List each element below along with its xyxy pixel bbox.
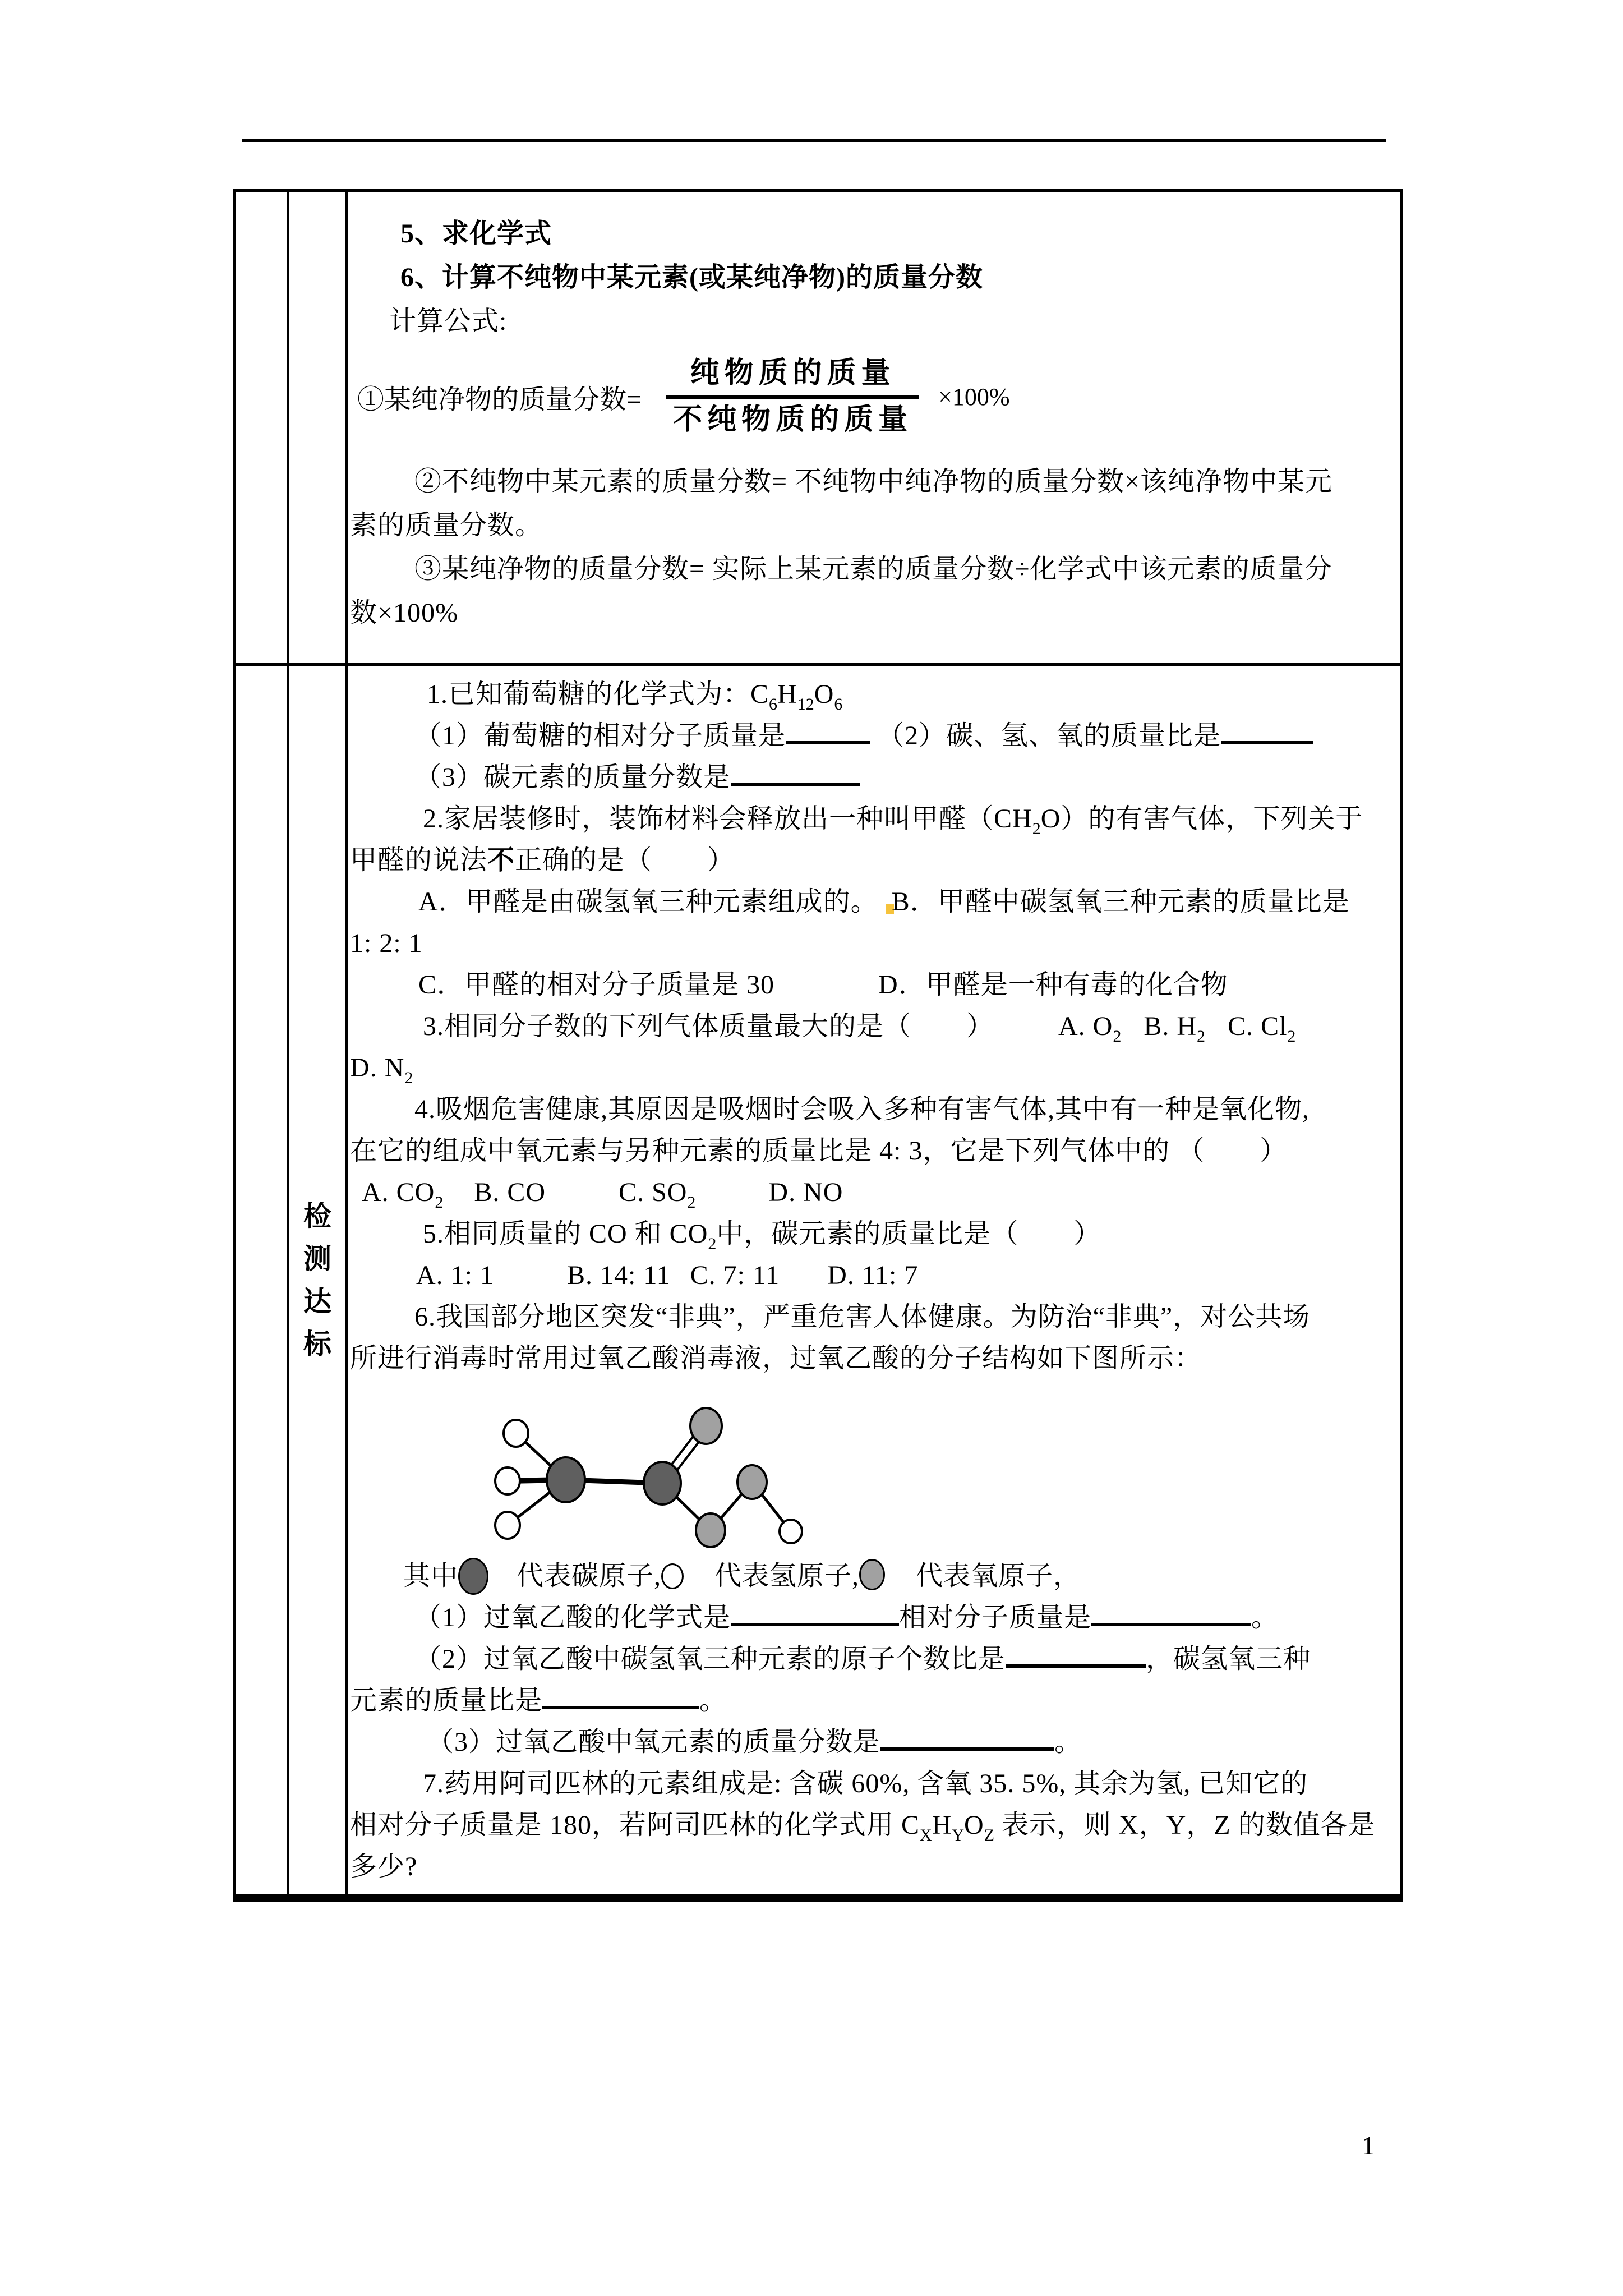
oxygen-atom <box>696 1513 725 1547</box>
exercise-line <box>348 1089 1400 1130</box>
subscript: X <box>920 1826 932 1844</box>
formula-3-line-1: ③某纯净物的质量分数= 实际上某元素的质量分数÷化学式中该元素的质量分 <box>414 554 1332 584</box>
hydrogen-atom <box>780 1520 802 1543</box>
exercise-line <box>348 1006 1400 1047</box>
text: 2.家居装修时，装饰材料会释放出一种叫甲醛（CH <box>423 804 1032 834</box>
text: O）的有害气体，下列关于 <box>1040 804 1363 834</box>
formula-3-line-2: 数×100% <box>350 598 459 628</box>
exercise-line <box>348 1722 1400 1763</box>
formula-lhs: ①某纯净物的质量分数= <box>357 384 642 415</box>
text: A. CO <box>362 1177 435 1207</box>
exercise-line <box>348 1639 1400 1680</box>
text: （3）过氧乙酸中氧元素的质量分数是 <box>427 1727 881 1757</box>
exercise-line <box>348 1296 1400 1338</box>
text: （1）葡萄糖的相对分子质量是 <box>414 721 786 751</box>
text: H <box>932 1810 952 1840</box>
text: B. H <box>1144 1011 1197 1041</box>
blank-underline <box>542 1703 699 1709</box>
formula-2-line-1: ②不纯物中某元素的质量分数= 不纯物中纯净物的质量分数×该纯净物中某元 <box>414 467 1333 496</box>
text: C. 7: 11 <box>690 1260 780 1290</box>
text: D. NO <box>768 1177 843 1207</box>
blank-underline <box>880 1745 1054 1751</box>
exercise-line <box>348 1556 1400 1597</box>
blank-underline <box>1006 1662 1146 1668</box>
text: 所进行消毒时常用过氧乙酸消毒液，过氧乙酸的分子结构如下图所示： <box>350 1343 1202 1373</box>
exercise-line <box>348 1047 1400 1089</box>
text: （2）碳、氢、氧的质量比是 <box>870 721 1221 751</box>
text: C. Cl <box>1228 1011 1288 1041</box>
oxygen-atom-icon <box>859 1559 885 1590</box>
exercise-line <box>348 1846 1400 1888</box>
carbon-atom <box>644 1462 681 1504</box>
fraction-denominator: 不纯物质的质量 <box>666 395 919 437</box>
exercise-line <box>348 674 1400 715</box>
text: 代表氢原子, <box>714 1561 860 1591</box>
molecule-diagram <box>477 1384 1400 1553</box>
table-cell-empty-r2c1 <box>236 666 289 1894</box>
section-label-jiance-dabiao <box>289 666 348 1894</box>
text: 多少? <box>350 1852 418 1881</box>
exercise-line <box>348 923 1400 964</box>
subscript: 2 <box>1197 1027 1206 1046</box>
exercises-cell <box>348 666 1400 1894</box>
section-label-char: 检 <box>303 1200 331 1232</box>
text: H <box>777 679 797 709</box>
text: 元素的质量比是 <box>350 1686 543 1715</box>
worksheet-table <box>233 189 1403 1902</box>
exercise-line <box>348 1255 1400 1296</box>
text: A．甲醛是由碳氢氧三种元素组成的。 <box>418 887 878 917</box>
text: ，碳氢氧三种 <box>1146 1644 1311 1674</box>
carbon-atom-icon <box>458 1558 488 1595</box>
exercise-line <box>348 964 1400 1006</box>
exercise-line <box>348 1680 1400 1722</box>
exercise-line <box>348 1130 1400 1172</box>
text: A. O <box>1058 1011 1113 1041</box>
section-label-char: 标 <box>303 1328 331 1360</box>
subscript: 2 <box>1113 1027 1122 1046</box>
hydrogen-atom <box>495 1512 520 1539</box>
text: 其中 <box>403 1561 459 1591</box>
text: O <box>964 1810 984 1840</box>
section-label-char: 测 <box>303 1243 331 1274</box>
exercise-line <box>348 1338 1400 1379</box>
text: （2）过氧乙酸中碳氢氧三种元素的原子个数比是 <box>414 1644 1006 1674</box>
hydrogen-atom <box>495 1467 520 1494</box>
subscript: 2 <box>435 1193 444 1212</box>
heading-6: 6、计算不纯物中某元素(或某纯净物)的质量分数 <box>400 263 983 292</box>
formula-2-line-2: 素的质量分数。 <box>350 510 543 540</box>
mass-fraction-formula <box>348 343 1400 450</box>
subscript: 12 <box>797 695 814 714</box>
text: 表示，则 X，Y，Z 的数值各是 <box>994 1810 1376 1840</box>
exercise-line <box>348 1763 1400 1805</box>
blank-underline <box>1221 738 1313 744</box>
fraction <box>666 357 919 437</box>
header-rule <box>242 139 1386 142</box>
text: B. CO <box>474 1177 546 1207</box>
blank-underline <box>731 1620 899 1626</box>
exercise-line <box>348 1597 1400 1639</box>
exercise-line <box>348 881 1400 923</box>
subscript: 6 <box>769 695 778 714</box>
hydrogen-atom-icon <box>661 1563 684 1589</box>
exercise-line <box>348 1172 1400 1213</box>
subscript: 2 <box>687 1193 696 1212</box>
text: 4.吸烟危害健康,其原因是吸烟时会吸入多种有害气体,其中有一种是氧化物, <box>414 1094 1310 1124</box>
hydrogen-atom <box>504 1420 528 1447</box>
text: 5.相同质量的 CO 和 CO <box>423 1219 708 1249</box>
text: 1.已知葡萄糖的化学式为：C <box>427 679 769 709</box>
text: 代表碳原子, <box>517 1561 662 1591</box>
bold-text: 不 <box>487 845 515 875</box>
text: B. 14: 11 <box>567 1260 671 1290</box>
blank-underline <box>731 780 860 786</box>
exercise-line <box>348 1805 1400 1846</box>
text: 1: 2: 1 <box>350 928 423 958</box>
subscript: 2 <box>404 1069 413 1087</box>
text: 正确的是（ ） <box>515 845 735 875</box>
text: D. N <box>350 1053 405 1083</box>
text: 7.药用阿司匹林的元素组成是: 含碳 60%, 含氧 35. 5%, 其余为氢, 已知它的 <box>423 1769 1308 1798</box>
formula-label: 计算公式: <box>389 306 508 336</box>
text: （3）碳元素的质量分数是 <box>414 762 731 792</box>
text: 相对分子质量是 180，若阿司匹林的化学式用 C <box>350 1810 920 1840</box>
text: （1）过氧乙酸的化学式是 <box>414 1603 731 1632</box>
text: 。 <box>1054 1727 1082 1757</box>
text: 中，碳元素的质量比是（ ） <box>716 1219 1101 1249</box>
heading-5: 5、求化学式 <box>400 219 552 249</box>
text: 3.相同分子数的下列气体质量最大的是（ ） <box>423 1011 994 1041</box>
text: 在它的组成中氧元素与另种元素的质量比是 4: 3，它是下列气体中的 （ ） <box>350 1136 1288 1166</box>
table-cell-formulas <box>348 192 1400 666</box>
text: 代表氧原子， <box>916 1561 1081 1591</box>
oxygen-atom <box>737 1465 767 1499</box>
oxygen-atom <box>690 1408 722 1444</box>
text: 。 <box>699 1686 727 1715</box>
subscript: 2 <box>1287 1027 1296 1046</box>
table-cell-empty-r1c2 <box>289 192 348 666</box>
blank-underline <box>1091 1620 1251 1626</box>
text: C．甲醛的相对分子质量是 30 <box>418 970 775 1000</box>
text: D．甲醛是一种有毒的化合物 <box>878 970 1228 1000</box>
text: 相对分子质量是 <box>899 1603 1092 1632</box>
subscript: 6 <box>834 695 843 714</box>
text: B．甲醛中碳氢氧三种元素的质量比是 <box>891 887 1350 917</box>
text: A. 1: 1 <box>416 1260 494 1290</box>
text: D. 11: 7 <box>827 1260 919 1290</box>
subscript: Y <box>952 1826 965 1844</box>
table-cell-empty-r1c1 <box>236 192 289 666</box>
exercise-line <box>348 798 1400 840</box>
text: 。 <box>1251 1603 1279 1632</box>
exercise-line <box>348 1213 1400 1255</box>
formula-rhs: ×100% <box>938 383 1010 411</box>
subscript: Z <box>984 1826 995 1844</box>
text: O <box>814 679 834 709</box>
text: C. SO <box>619 1177 688 1207</box>
section-label-char: 达 <box>303 1286 331 1317</box>
subscript: 2 <box>1032 820 1041 838</box>
text: 6.我国部分地区突发“非典”，严重危害人体健康。为防治“非典”，对公共场 <box>414 1302 1311 1332</box>
blank-underline <box>786 738 870 744</box>
carbon-atom <box>547 1457 585 1502</box>
exercise-line <box>348 715 1400 757</box>
subscript: 2 <box>708 1235 717 1253</box>
exercise-line <box>348 840 1400 881</box>
page-number: 1 <box>1362 2131 1375 2160</box>
exercise-line <box>348 757 1400 798</box>
fraction-numerator: 纯物质的质量 <box>690 356 896 390</box>
text: 甲醛的说法 <box>350 845 488 875</box>
